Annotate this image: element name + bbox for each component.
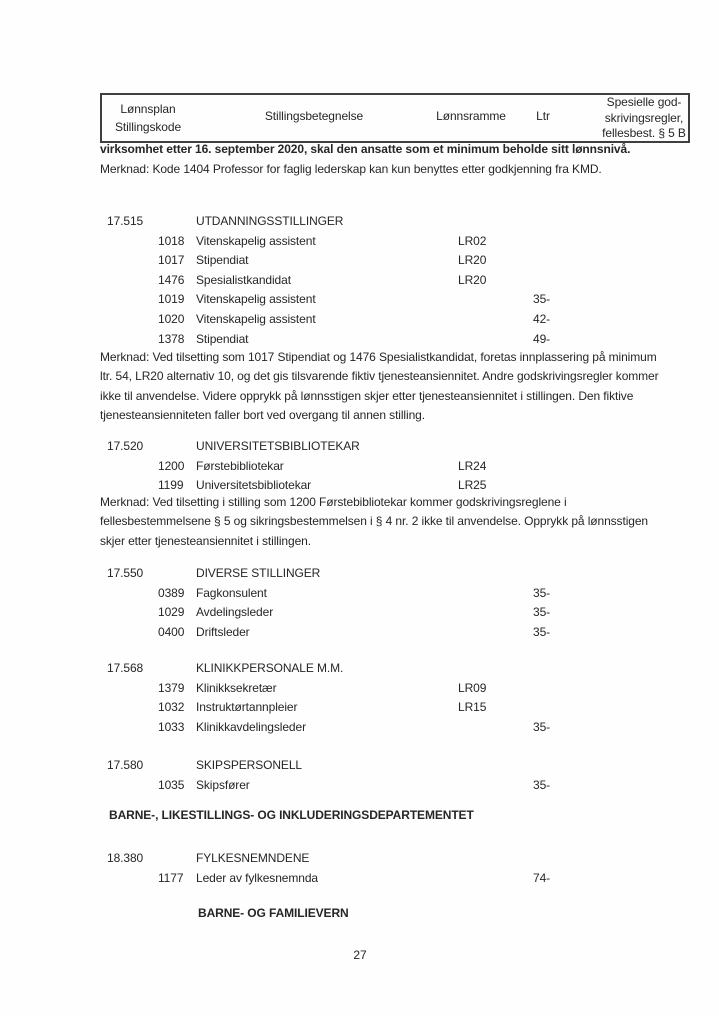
plan-number: 17.550 — [107, 566, 144, 580]
header-line: Lønnsplan — [120, 102, 176, 116]
plan-number: 18.380 — [107, 851, 144, 865]
row-title: Stipendiat — [196, 253, 249, 268]
row-code: 1018 — [158, 233, 185, 248]
row-code: 1029 — [158, 605, 185, 620]
row-code: 1033 — [158, 719, 185, 734]
row-ltr: 49- — [533, 331, 551, 346]
row-lonnsramme: LR20 — [458, 272, 487, 287]
row-code: 1032 — [158, 700, 185, 715]
table-row — [100, 459, 715, 479]
row-title: Fagkonsulent — [196, 585, 267, 600]
plan-number: 17.515 — [107, 214, 144, 228]
intro-merknad-line: Merknad: Kode 1404 Professor for faglig lederskap kan kun benyttes etter godkjenning fra KMD. — [100, 162, 602, 176]
section-18-380 — [100, 851, 715, 890]
merknad-paragraph — [100, 348, 715, 426]
row-code: 1476 — [158, 272, 185, 287]
table-row — [100, 625, 715, 645]
merknad-line: ltr. 54, LR20 alternativ 10, og det gis tilsvarende fiktiv tjenesteansiennitet. Andre godskrivingsregler kommer — [100, 369, 659, 384]
header-line: fellesbest. § 5 B — [602, 126, 686, 141]
row-title: Vitenskapelig assistent — [196, 233, 316, 248]
row-title: Driftsleder — [196, 624, 250, 639]
table-row — [100, 273, 715, 293]
row-ltr: 35- — [533, 605, 551, 620]
row-title: Vitenskapelig assistent — [196, 311, 316, 326]
row-title: Klinikksekretær — [196, 680, 277, 695]
table-row — [100, 605, 715, 625]
row-title: Avdelingsleder — [196, 605, 274, 620]
section-title: DIVERSE STILLINGER — [196, 566, 321, 580]
row-code: 1017 — [158, 253, 185, 268]
column-header-lonnsplan-stillingskode — [102, 100, 194, 136]
row-ltr: 35- — [533, 585, 551, 600]
merknad-line: skjer etter tjenesteansiennitet i stillingen. — [100, 533, 311, 548]
row-ltr: 35- — [533, 624, 551, 639]
section-17-550 — [100, 566, 715, 644]
merknad-line: ikke til anvendelse. Videre opprykk på lønnsstigen skjer etter tjenesteansiennitet i stillingen. Den fiktive — [100, 388, 634, 403]
sub-department-heading: BARNE- OG FAMILIEVERN — [198, 906, 349, 920]
row-code: 1379 — [158, 680, 185, 695]
row-title: Skipsfører — [196, 777, 250, 792]
section-title: KLINIKKPERSONALE M.M. — [196, 661, 344, 675]
row-title: Universitetsbibliotekar — [196, 478, 312, 493]
row-code: 1199 — [158, 478, 184, 493]
row-ltr: 35- — [533, 719, 551, 734]
row-title: Instruktørtannpleier — [196, 700, 298, 715]
header-line: skrivingsregler, — [604, 110, 684, 125]
row-title: Stipendiat — [196, 331, 249, 346]
header-line: Stillingskode — [114, 120, 182, 134]
row-code: 1200 — [158, 458, 185, 473]
row-ltr: 35- — [533, 292, 551, 307]
section-heading — [100, 566, 715, 586]
section-heading — [100, 758, 715, 778]
row-code: 1019 — [158, 292, 185, 307]
section-17-580 — [100, 758, 715, 797]
table-row — [100, 253, 715, 273]
row-code: 1035 — [158, 777, 185, 792]
page-number: 27 — [353, 948, 367, 962]
row-code: 0400 — [158, 624, 185, 639]
row-ltr: 74- — [533, 870, 551, 885]
intro-bold-line: virksomhet etter 16. september 2020, skal den ansatte som et minimum beholde sitt lønnsnivå. — [100, 142, 631, 156]
merknad-line: Merknad: Ved tilsetting i stilling som 1200 Førstebibliotekar kommer godskrivingsreglene i — [100, 495, 567, 509]
row-code: 1378 — [158, 331, 185, 346]
column-header-spesielle-godskrivingsregler — [600, 95, 688, 142]
merknad-paragraph — [100, 493, 715, 551]
row-ltr: 35- — [533, 777, 551, 792]
section-title: SKIPSPERSONELL — [196, 758, 302, 772]
table-row — [100, 700, 715, 720]
row-lonnsramme: LR15 — [458, 700, 487, 715]
plan-number: 17.568 — [107, 661, 144, 675]
row-lonnsramme: LR09 — [458, 680, 487, 695]
row-code: 1020 — [158, 311, 185, 326]
row-code: 0389 — [158, 585, 185, 600]
row-title: Vitenskapelig assistent — [196, 292, 316, 307]
table-row — [100, 871, 715, 891]
merknad-line: Merknad: Ved tilsetting som 1017 Stipendiat og 1476 Spesialistkandidat, foretas innplassering på minimum — [100, 350, 657, 364]
section-heading — [100, 851, 715, 871]
table-row — [100, 720, 715, 740]
plan-number: 17.580 — [107, 758, 144, 772]
table-row — [100, 681, 715, 701]
section-17-520 — [100, 439, 715, 498]
row-lonnsramme: LR02 — [458, 233, 487, 248]
row-lonnsramme: LR24 — [458, 458, 487, 473]
row-title: Førstebibliotekar — [196, 458, 284, 473]
table-header-box — [100, 93, 690, 143]
column-header-stillingsbetegnelse: Stillingsbetegnelse — [264, 109, 364, 123]
row-code: 1177 — [158, 870, 184, 885]
row-lonnsramme: LR25 — [458, 478, 487, 493]
table-row — [100, 778, 715, 798]
table-row — [100, 312, 715, 332]
section-17-568 — [100, 661, 715, 739]
header-line: Spesielle god- — [606, 95, 682, 109]
plan-number: 17.520 — [107, 439, 144, 453]
department-heading: BARNE-, LIKESTILLINGS- OG INKLUDERINGSDEPARTEMENTET — [109, 808, 474, 822]
table-row — [100, 292, 715, 312]
row-title: Spesialistkandidat — [196, 272, 291, 287]
section-title: UNIVERSITETSBIBLIOTEKAR — [196, 439, 360, 453]
row-lonnsramme: LR20 — [458, 253, 487, 268]
row-ltr: 42- — [533, 311, 551, 326]
section-17-515 — [100, 214, 715, 351]
row-title: Leder av fylkesnemnda — [196, 870, 318, 885]
section-heading — [100, 439, 715, 459]
section-title: FYLKESNEMNDENE — [196, 851, 310, 865]
merknad-line: tjenesteansienniteten faller bort ved overgang til annen stilling. — [100, 408, 425, 423]
intro-paragraph — [100, 139, 710, 179]
merknad-line: fellesbestemmelsene § 5 og sikringsbestemmelsen i § 4 nr. 2 ikke til anvendelse. Opprykk på lønnsstigen — [100, 514, 648, 529]
column-header-ltr: Ltr — [536, 109, 550, 123]
table-row — [100, 234, 715, 254]
column-header-lonnsramme: Lønnsramme — [436, 109, 506, 123]
table-row — [100, 586, 715, 606]
section-heading — [100, 661, 715, 681]
section-title: UTDANNINGSSTILLINGER — [196, 214, 344, 228]
row-title: Klinikkavdelingsleder — [196, 719, 306, 734]
section-heading — [100, 214, 715, 234]
